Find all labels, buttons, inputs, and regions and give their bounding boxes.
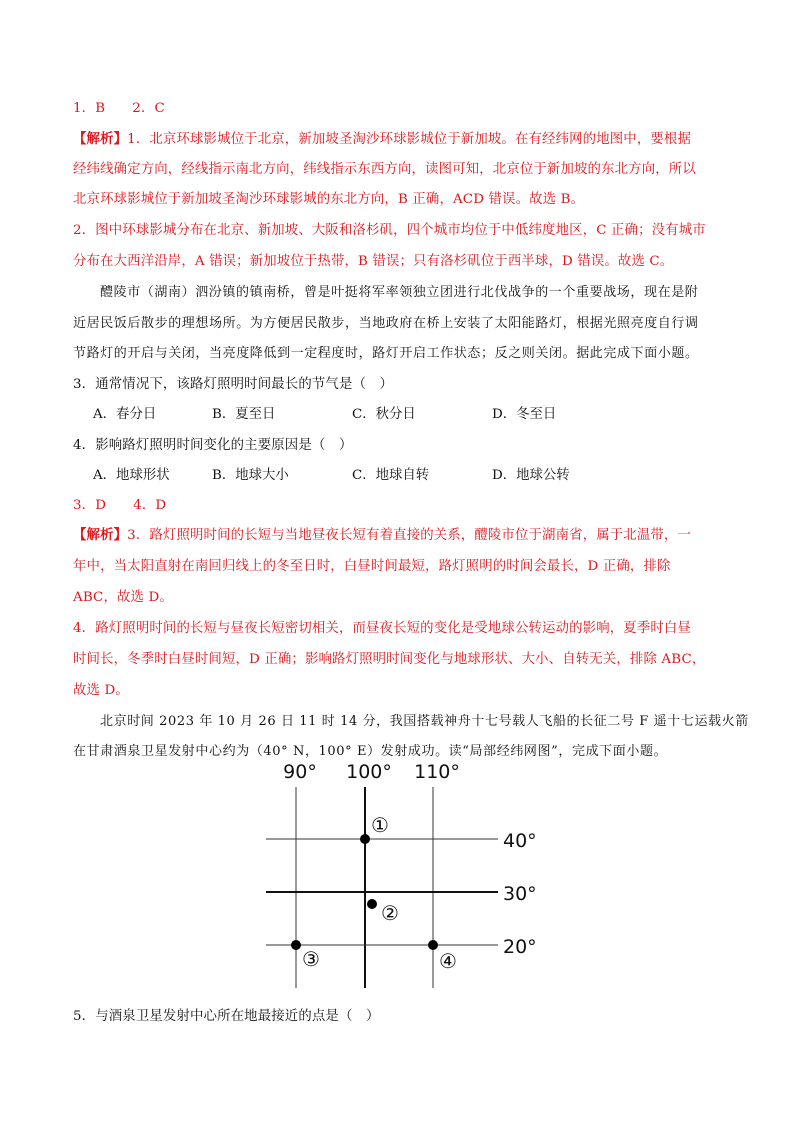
longitude-label-100: 100° [346,761,392,783]
analysis-3-line-1 [73,524,691,543]
q4-option-d: D．地球公转 [492,468,570,483]
q3-option-a: A．春分日 [93,407,157,422]
analysis-4-line-1: 4．路灯照明时间的长短与昼夜长短密切相关，而昼夜长短的变化是受地球公转运动的影响，夏季时白昼 [73,621,691,636]
q4-option-b: B．地球大小 [212,468,289,483]
analysis-3-line-3: ABC，故选 D。 [73,590,173,605]
question-4-stem: 4．影响路灯照明时间变化的主要原因是（ ） [73,438,353,453]
passage-1-line-2: 近居民饭后散步的理想场所。为方便居民散步，当地政府在桥上安装了太阳能路灯，根据光照亮度自行调 [73,316,699,331]
analysis-2-line-2: 分布在大西洋沿岸，A 错误；新加坡位于热带，B 错误；只有洛杉矶位于西半球，D 错误。故选 C。 [73,254,674,269]
analysis-2-line-1: 2．图中环球影城分布在北京、新加坡、大阪和洛杉矶，四个城市均位于中低纬度地区，C 正确；没有城市 [73,223,706,238]
analysis-4-line-2: 时间长，冬季时白昼时间短，D 正确；影响路灯照明时间变化与地球形状、大小、自转无关，排除 ABC， [73,652,706,667]
analysis-1-line-1 [73,128,691,147]
analysis-tag: 【解析】 [73,527,128,543]
question-5-stem: 5．与酒泉卫星发射中心所在地最接近的点是（ ） [73,1009,380,1024]
answer-3-4: 3．D 4．D [73,498,167,513]
longitude-label-90: 90° [283,761,317,783]
analysis-text: 1．北京环球影城位于北京，新加坡圣淘沙环球影城位于新加坡。在有经纬网的地图中，要根据 [127,132,692,147]
point-1-dot [360,834,370,844]
q3-option-b: B．夏至日 [212,407,276,422]
passage-1-line-1: 醴陵市（湖南）泗汾镇的镇南桥，曾是叶挺将军率领独立团进行北伐战争的一个重要战场，现在是附 [100,285,699,300]
point-3-label: ③ [302,947,320,971]
latitude-label-30: 30° [503,883,537,905]
point-4-label: ④ [439,949,457,973]
point-1-label: ① [371,813,389,837]
analysis-1-line-3: 北京环球影城位于新加坡圣淘沙环球影城的东北方向，B 正确，ACD 错误。故选 B。 [73,192,585,207]
q3-option-d: D．冬至日 [492,407,557,422]
analysis-4-line-3: 故选 D。 [73,683,129,698]
analysis-text: 3．路灯照明时间的长短与当地昼夜长短有着直接的关系，醴陵市位于湖南省，属于北温带，一 [127,528,692,543]
point-3-dot [291,940,301,950]
passage-2-line-2: 在甘肃酒泉卫星发射中心约为（40° N，100° E）发射成功。读“局部经纬网图”，完成下面小题。 [73,744,668,759]
longitude-label-110: 110° [414,761,460,783]
q3-option-c: C．秋分日 [352,407,416,422]
answer-1-2: 1．B 2．C [73,101,165,116]
passage-1-line-3: 节路灯的开启与关闭，当亮度降低到一定程度时，路灯开启工作状态；反之则关闭。据此完成下面小题。 [73,346,699,361]
latitude-label-40: 40° [503,830,537,852]
analysis-3-line-2: 年中，当太阳直射在南回归线上的冬至日时，白昼时间最短，路灯照明的时间会最长，D 正确，排除 [73,559,671,574]
question-3-stem: 3．通常情况下，该路灯照明时间最长的节气是（ ） [73,377,394,392]
point-2-label: ② [381,901,399,925]
point-2-dot [367,899,377,909]
analysis-tag: 【解析】 [73,131,128,147]
q4-option-c: C．地球自转 [352,468,430,483]
analysis-1-line-2: 经纬线确定方向，经线指示南北方向，纬线指示东西方向，读图可知，北京位于新加坡的东北方向，所以 [73,162,696,177]
q4-option-a: A．地球形状 [93,468,170,483]
passage-2-line-1: 北京时间 2023 年 10 月 26 日 11 时 14 分，我国搭载神舟十七号载人飞船的长征二号 F 遥十七运载火箭 [100,714,749,729]
latitude-label-20: 20° [503,936,537,958]
point-4-dot [428,940,438,950]
